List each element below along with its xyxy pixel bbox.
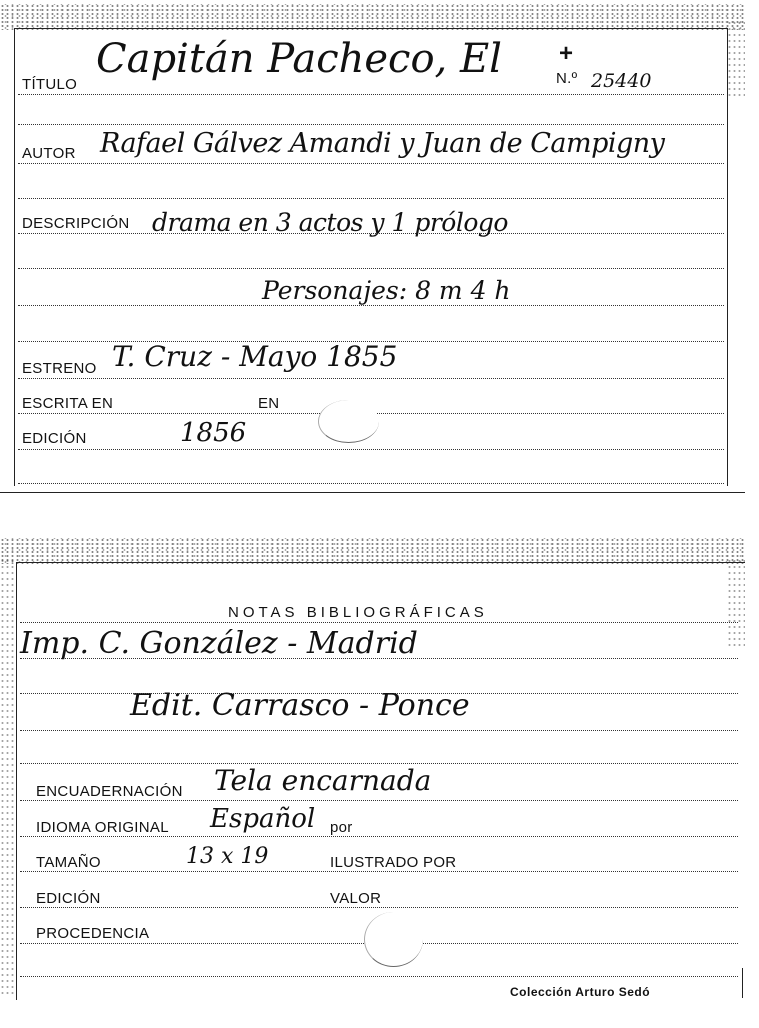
collection-footer: Colección Arturo Sedó bbox=[510, 985, 651, 999]
autor-label: AUTOR bbox=[22, 145, 76, 162]
en-label: EN bbox=[258, 395, 280, 412]
notas-value-2: Edit. Carrasco - Ponce bbox=[130, 688, 470, 723]
numero-value: 25440 bbox=[591, 70, 652, 92]
title-card bbox=[0, 0, 745, 492]
por-label: por bbox=[330, 819, 353, 836]
edicion-value: 1856 bbox=[180, 418, 247, 448]
rule bbox=[18, 378, 724, 379]
titulo-label: TÍTULO bbox=[22, 76, 78, 93]
notes-card bbox=[0, 538, 745, 1000]
rule bbox=[18, 268, 724, 269]
descripcion-value-2: Personajes: 8 m 4 h bbox=[262, 276, 511, 305]
card-frame-right bbox=[727, 28, 728, 486]
descripcion-label: DESCRIPCIÓN bbox=[22, 215, 130, 232]
rule bbox=[18, 163, 724, 164]
rule bbox=[20, 907, 738, 908]
estreno-value: T. Cruz - Mayo 1855 bbox=[112, 340, 398, 373]
punch-hole bbox=[364, 912, 423, 967]
rule bbox=[20, 622, 738, 623]
encuadernacion-value: Tela encarnada bbox=[214, 764, 432, 797]
card-frame-top bbox=[14, 28, 727, 29]
notas-value-1: Imp. C. González - Madrid bbox=[20, 626, 418, 661]
card-frame-left bbox=[16, 562, 17, 1000]
escrita-en-label: ESCRITA EN bbox=[22, 395, 114, 412]
edicion-label: EDICIÓN bbox=[36, 890, 101, 907]
descripcion-value-1: drama en 3 actos y 1 prólogo bbox=[152, 208, 508, 237]
titulo-value: Capitán Pacheco, El bbox=[96, 36, 502, 82]
rule bbox=[20, 836, 738, 837]
rule bbox=[18, 94, 724, 95]
card-separator bbox=[0, 492, 745, 493]
numero-label: N.º bbox=[556, 70, 578, 87]
rule bbox=[20, 871, 738, 872]
notas-title: NOTAS BIBLIOGRÁFICAS bbox=[228, 604, 488, 621]
scan-noise-edge bbox=[727, 20, 745, 100]
scan-noise-top bbox=[0, 4, 745, 30]
edicion-label: EDICIÓN bbox=[22, 430, 87, 447]
tamano-label: TAMAÑO bbox=[36, 854, 101, 871]
scan-noise-edge bbox=[727, 558, 745, 648]
idioma-value: Español bbox=[210, 804, 316, 834]
valor-label: VALOR bbox=[330, 890, 382, 907]
card-frame-right bbox=[742, 968, 743, 998]
ilustrado-label: ILUSTRADO POR bbox=[330, 854, 457, 871]
scan-noise-top bbox=[0, 538, 745, 564]
scan-noise-edge bbox=[0, 558, 14, 998]
tamano-value: 13 x 19 bbox=[186, 844, 269, 869]
card-frame-left bbox=[14, 28, 15, 486]
idioma-label: IDIOMA ORIGINAL bbox=[36, 819, 169, 836]
procedencia-label: PROCEDENCIA bbox=[36, 925, 150, 942]
punch-hole bbox=[318, 400, 379, 443]
rule bbox=[20, 976, 738, 977]
rule bbox=[18, 198, 724, 199]
rule bbox=[20, 800, 738, 801]
rule bbox=[20, 730, 738, 731]
encuadernacion-label: ENCUADERNACIÓN bbox=[36, 783, 183, 800]
estreno-label: ESTRENO bbox=[22, 360, 97, 377]
rule bbox=[18, 124, 724, 125]
rule bbox=[18, 449, 724, 450]
rule bbox=[18, 305, 724, 306]
autor-value: Rafael Gálvez Amandi y Juan de Campigny bbox=[100, 128, 665, 159]
card-frame-top bbox=[16, 562, 745, 563]
cross-mark: + bbox=[559, 40, 574, 67]
rule bbox=[18, 483, 724, 484]
